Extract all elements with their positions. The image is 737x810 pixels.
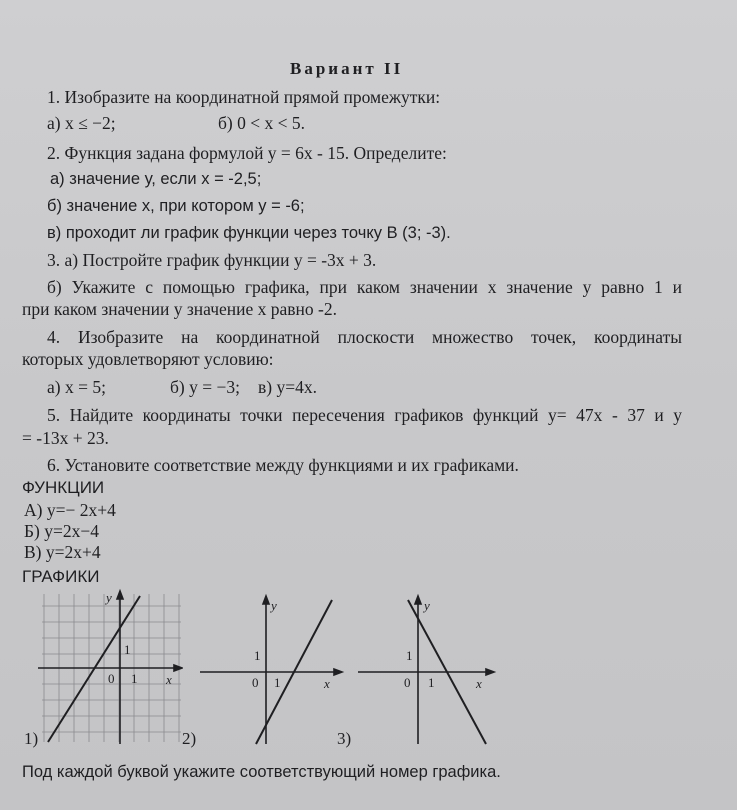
graph-2-zero: 0 (252, 675, 259, 690)
task6-text: 6. Установите соответствие между функциями и их графиками. (47, 455, 519, 475)
graph-3 (354, 592, 499, 746)
task4-c: в) y=4x. (258, 377, 317, 397)
graph-1-y-label: y (106, 590, 112, 605)
graph-3-y-label: y (424, 598, 430, 613)
graph-1 (38, 588, 183, 746)
task4-b: б) y = −3; (170, 377, 240, 397)
graph-3-x-one: 1 (428, 675, 435, 690)
task4-a: а) x = 5; (47, 377, 106, 397)
task2-c: в) проходит ли график функции через точку В (3; -3). (47, 224, 451, 242)
task5-line2: = -13x + 23. (22, 428, 109, 448)
graph-3-zero: 0 (404, 675, 411, 690)
graph-1-x-one: 1 (131, 671, 138, 686)
variant-title: Вариант II (290, 59, 404, 78)
function-b: Б) y=2x−4 (24, 521, 99, 541)
graph-3-x-label: x (476, 676, 482, 691)
task2-b: б) значение х, при котором у = -6; (47, 197, 305, 215)
graph-1-x-label: x (166, 672, 172, 687)
task3-b-line1: б) Укажите с помощью графика, при каком значении х значение у равно 1 и (47, 277, 682, 297)
task4-line2: которых удовлетворяют условию: (22, 349, 274, 369)
task1-b: б) 0 < x < 5. (218, 113, 305, 133)
task2-text: 2. Функция задана формулой y = 6x - 15. Определите: (47, 143, 447, 163)
graph-number-2: 2) (182, 729, 197, 748)
task3-a: 3. а) Постройте график функции y = -3x + 3. (47, 250, 377, 270)
task2-a: а) значение у, если x = -2,5; (50, 170, 262, 188)
graph-number-3: 3) (337, 729, 352, 748)
graph-1-y-one: 1 (124, 642, 131, 657)
graph-2 (200, 592, 345, 746)
functions-header: ФУНКЦИИ (22, 478, 105, 497)
function-a: А) y=− 2x+4 (24, 500, 116, 520)
task4-line1: 4. Изобразите на координатной плоскости множество точек, координаты (47, 327, 682, 347)
task3-b-line2: при каком значении у значение х равно -2. (22, 299, 337, 319)
graph-2-y-one: 1 (254, 648, 261, 663)
graph-2-x-one: 1 (274, 675, 281, 690)
graph-3-y-one: 1 (406, 648, 413, 663)
graphs-header: ГРАФИКИ (22, 567, 100, 586)
graph-1-zero: 0 (108, 671, 115, 686)
task5-line1: 5. Найдите координаты точки пересечения графиков функций y= 47x - 37 и у (47, 405, 682, 425)
footer-instruction: Под каждой буквой укажите соответствующий номер графика. (22, 763, 501, 781)
task1-text: 1. Изобразите на координатной прямой промежутки: (47, 87, 441, 107)
graph-2-y-label: y (271, 598, 277, 613)
graph-number-1: 1) (24, 729, 39, 748)
graph-2-x-label: x (324, 676, 330, 691)
task1-a: а) x ≤ −2; (47, 113, 116, 133)
function-c: В) y=2x+4 (24, 542, 101, 562)
